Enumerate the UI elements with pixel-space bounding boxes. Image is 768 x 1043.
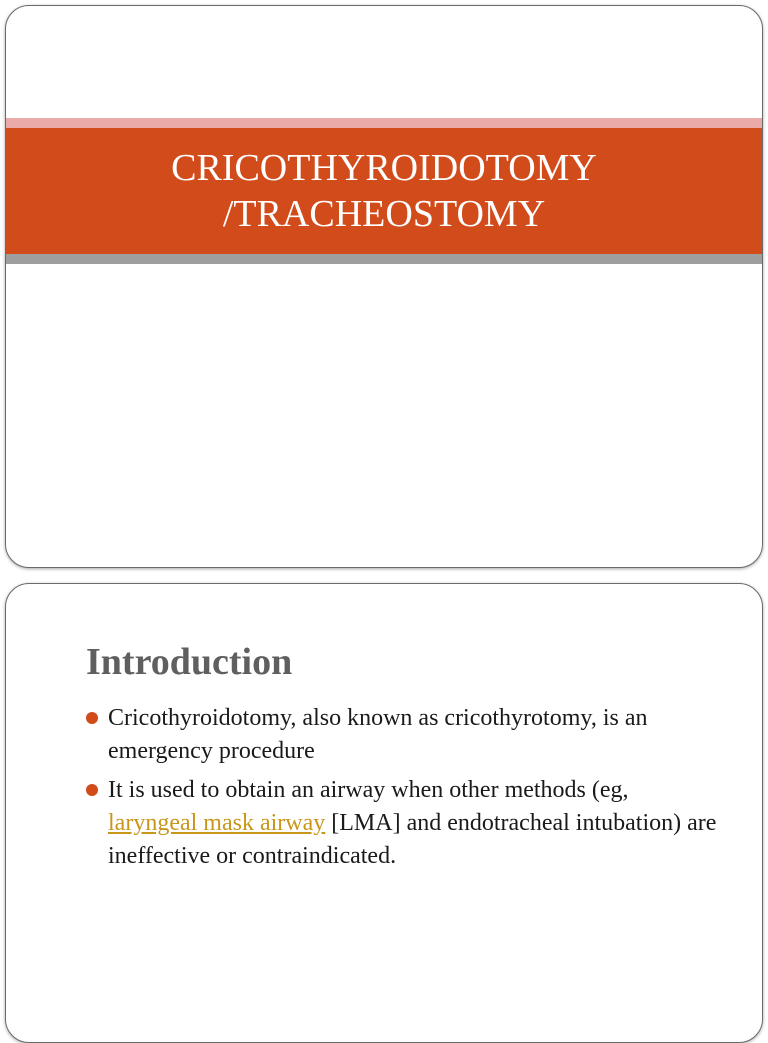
title-band xyxy=(6,128,762,254)
title-band-bottom-stripe xyxy=(6,254,762,264)
bullet-text: Cricothyroidotomy, also known as cricothyrotomy, is an emergency procedure xyxy=(108,705,648,764)
title-slide xyxy=(5,5,763,568)
bullet-item xyxy=(82,702,722,768)
laryngeal-mask-airway-link[interactable]: laryngeal mask airway xyxy=(108,810,326,836)
bullet-text-after-link: [LMA] and endotracheal intubation) are ineffective or contraindicated. xyxy=(108,810,717,869)
bullet-item xyxy=(82,774,722,873)
bullet-list xyxy=(82,702,722,879)
slide-title-line-2: /TRACHEOSTOMY xyxy=(222,193,546,235)
slide-title xyxy=(171,145,597,237)
slide-title-line-1: CRICOTHYROIDOTOMY xyxy=(171,147,597,189)
bullet-icon xyxy=(86,712,98,724)
bullet-text-before-link: It is used to obtain an airway when other methods (eg, xyxy=(108,777,629,803)
introduction-slide xyxy=(5,583,763,1043)
title-band-top-stripe xyxy=(6,118,762,128)
slide-heading: Introduction xyxy=(86,641,293,683)
bullet-icon xyxy=(86,784,98,796)
